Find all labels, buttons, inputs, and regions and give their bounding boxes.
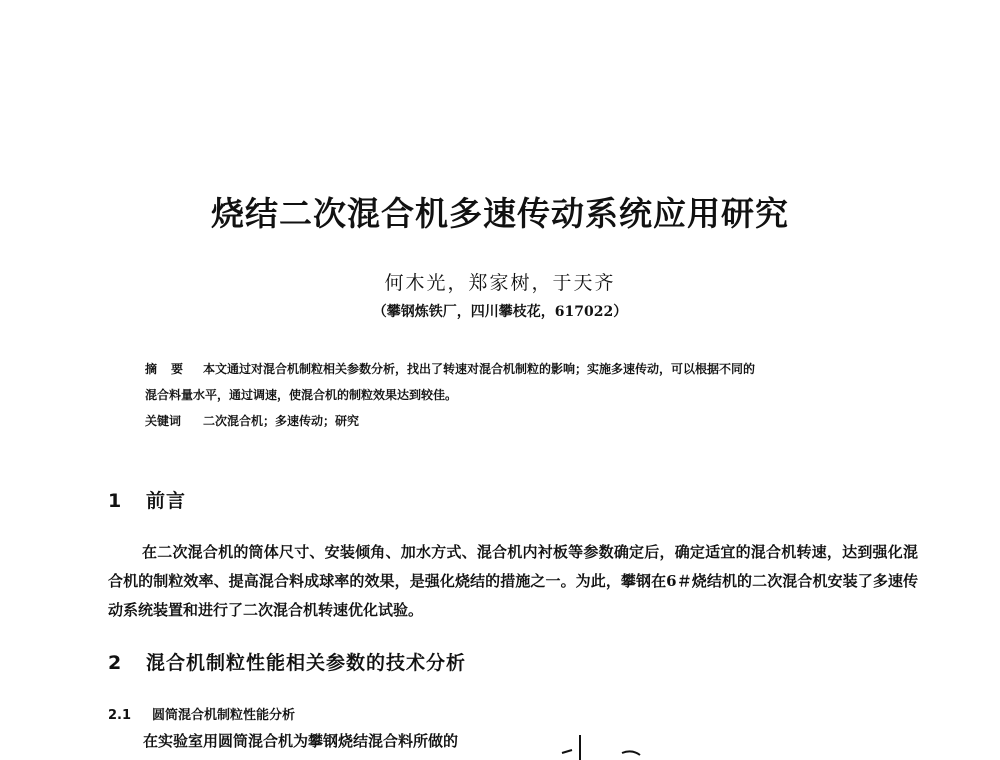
abstract-text-1: 本文通过对混合机制粒相关参数分析，找出了转速对混合机制粒的影响；实施多速传动，可以根据不同的 bbox=[203, 362, 756, 376]
section-1-paragraph: 在二次混合机的筒体尺寸、安装倾角、加水方式、混合机内衬板等参数确定后，确定适宜的混合机转速，达到强化混合机的制粒效率、提高混合料成球率的效果，是强化烧结的措施之一。为此，攀钢在6＃烧结机的二次混合机安装了多速传动系统装置和进行了二次混合机转速优化试验。 bbox=[108, 543, 918, 619]
figure-fragment-mark bbox=[562, 750, 572, 753]
subsection-2-1-heading bbox=[108, 704, 295, 723]
abstract-block bbox=[145, 356, 885, 434]
figure-fragment bbox=[560, 735, 680, 760]
paper-title: 烧结二次混合机多速传动系统应用研究 bbox=[211, 194, 789, 233]
keywords-text: 二次混合机；多速传动；研究 bbox=[203, 414, 360, 428]
abstract-label: 摘要 bbox=[145, 362, 198, 376]
author-list: 何木光，郑家树，于天齐 bbox=[384, 272, 616, 294]
abstract-line-1 bbox=[145, 356, 885, 382]
keywords-line bbox=[145, 408, 885, 434]
subsection-2-1-partial-text: 在实验室用圆筒混合机为攀钢烧结混合料所做的 bbox=[143, 732, 459, 750]
abstract-line-2: 混合料量水平，通过调速，使混合机的制粒效果达到较佳。 bbox=[145, 388, 458, 402]
section-1-number: 1 bbox=[108, 490, 123, 512]
keywords-label: 关键词 bbox=[145, 414, 182, 428]
section-2-number: 2 bbox=[108, 652, 123, 674]
section-1-title: 前言 bbox=[146, 490, 187, 512]
subsection-2-1-title: 圆筒混合机制粒性能分析 bbox=[152, 708, 296, 723]
section-2-heading bbox=[108, 648, 466, 675]
subsection-2-1-number: 2.1 bbox=[108, 708, 132, 723]
figure-fragment-curve bbox=[622, 751, 640, 755]
section-1-heading bbox=[108, 486, 186, 513]
affiliation: （攀钢炼铁厂，四川攀枝花，617022） bbox=[372, 304, 628, 320]
section-2-title: 混合机制粒性能相关参数的技术分析 bbox=[146, 652, 467, 674]
